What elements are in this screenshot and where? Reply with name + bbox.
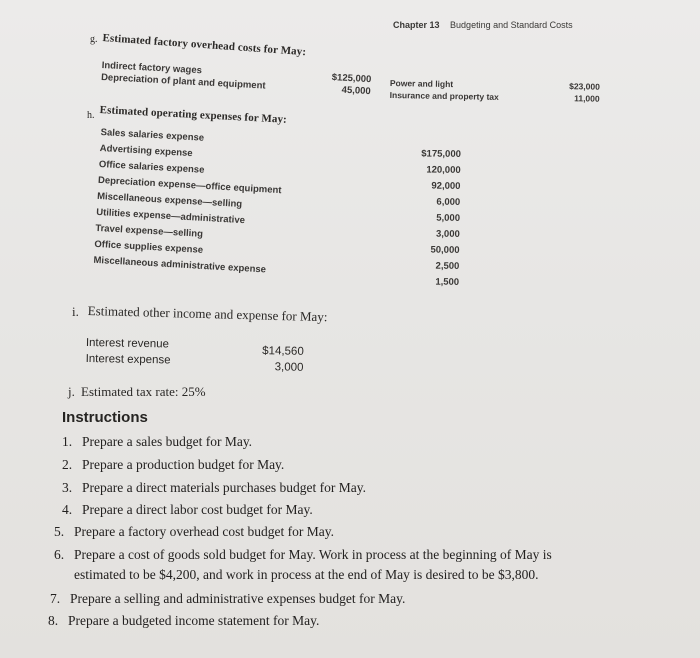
list-item-label: Interest revenue [85, 337, 170, 351]
section-h-labels [93, 127, 351, 291]
list-item-label: Utilities expense—administrative [95, 206, 246, 227]
list-item-value: 1,500 [435, 276, 460, 288]
instruction-text: Prepare a direct labor cost budget for May. [82, 502, 313, 517]
instruction-item [54, 547, 552, 563]
instructions-heading: Instructions [62, 409, 148, 426]
list-item-value: $175,000 [421, 148, 461, 160]
instruction-text: Prepare a cost of goods sold budget for May. Work in process at the beginning of May is [74, 547, 552, 562]
list-item-label: Miscellaneous expense—selling [96, 190, 243, 210]
instruction-number: 1. [62, 434, 73, 449]
instruction-text: Prepare a direct materials purchases budget for May. [82, 480, 367, 495]
section-g-left-list [100, 60, 372, 110]
section-h-title: Estimated operating expenses for May: [99, 104, 288, 126]
section-g-right-list [390, 78, 600, 108]
instruction-number: 5. [54, 524, 65, 539]
list-item-value: 6,000 [436, 196, 461, 208]
list-item-label: Office supplies expense [94, 238, 204, 256]
list-item-label: Depreciation expense—office equipment [97, 174, 282, 197]
list-item-value: $23,000 [569, 81, 600, 92]
list-item-label: Power and light [389, 78, 454, 90]
instruction-text: Prepare a selling and administrative expenses budget for May. [70, 591, 406, 606]
list-item-value: $125,000 [331, 72, 372, 86]
list-item-label: Miscellaneous administrative expense [93, 254, 267, 276]
section-i-list [85, 337, 304, 375]
list-item-label: Travel expense—selling [95, 222, 204, 240]
section-j-text: Estimated tax rate: 25% [81, 384, 206, 399]
list-item-label: Depreciation of plant and equipment [100, 71, 266, 92]
instruction-item [50, 591, 405, 607]
instruction-number: 4. [62, 502, 73, 517]
instruction-continuation: estimated to be $4,200, and work in process at the end of May is desired to be $3,800. [74, 567, 539, 582]
instruction-item [62, 502, 313, 518]
instruction-number: 6. [54, 547, 65, 562]
list-item-value: 3,000 [435, 228, 460, 240]
instruction-number: 3. [62, 480, 73, 495]
list-item-label: Insurance and property tax [389, 89, 499, 102]
section-g-letter: g. [90, 34, 98, 45]
instruction-item [48, 613, 319, 629]
instruction-number: 8. [48, 613, 59, 628]
instruction-text: Prepare a production budget for May. [82, 457, 285, 472]
page-header [393, 20, 573, 30]
list-item-value: $14,560 [262, 345, 304, 358]
list-item-label: Office salaries expense [98, 158, 205, 176]
list-item-value: 5,000 [436, 212, 461, 224]
chapter-topic: Budgeting and Standard Costs [450, 20, 573, 30]
instruction-text: Prepare a budgeted income statement for May. [68, 613, 320, 628]
section-i-letter: i. [72, 304, 79, 319]
section-h-values [393, 148, 461, 299]
list-item-value: 3,000 [274, 361, 304, 374]
section-h-letter: h. [87, 110, 95, 121]
list-item-value: 50,000 [430, 244, 460, 256]
list-item-label: Sales salaries expense [100, 127, 205, 144]
instruction-text: Prepare a factory overhead cost budget for May. [74, 524, 335, 539]
list-item-value: 2,500 [435, 260, 460, 272]
instruction-number: 2. [62, 457, 73, 472]
list-item-label: Advertising expense [99, 142, 193, 160]
instruction-item [54, 524, 334, 540]
instruction-number: 7. [50, 591, 61, 606]
instruction-item [62, 434, 252, 450]
list-item-value: 11,000 [574, 93, 600, 104]
instruction-text: Prepare a sales budget for May. [82, 434, 253, 449]
list-item-value: 92,000 [431, 180, 461, 192]
section-g-title: Estimated factory overhead costs for May: [102, 32, 307, 59]
list-item-value: 120,000 [426, 164, 461, 176]
section-j-letter: j. [68, 384, 75, 399]
instruction-item [62, 457, 284, 473]
instruction-item [62, 480, 366, 496]
chapter-label: Chapter 13 [393, 20, 440, 30]
section-i-title: Estimated other income and expense for May: [87, 303, 328, 325]
list-item-value: 45,000 [341, 84, 372, 98]
list-item-label: Indirect factory wages [101, 60, 203, 77]
list-item-label: Interest expense [85, 352, 171, 367]
